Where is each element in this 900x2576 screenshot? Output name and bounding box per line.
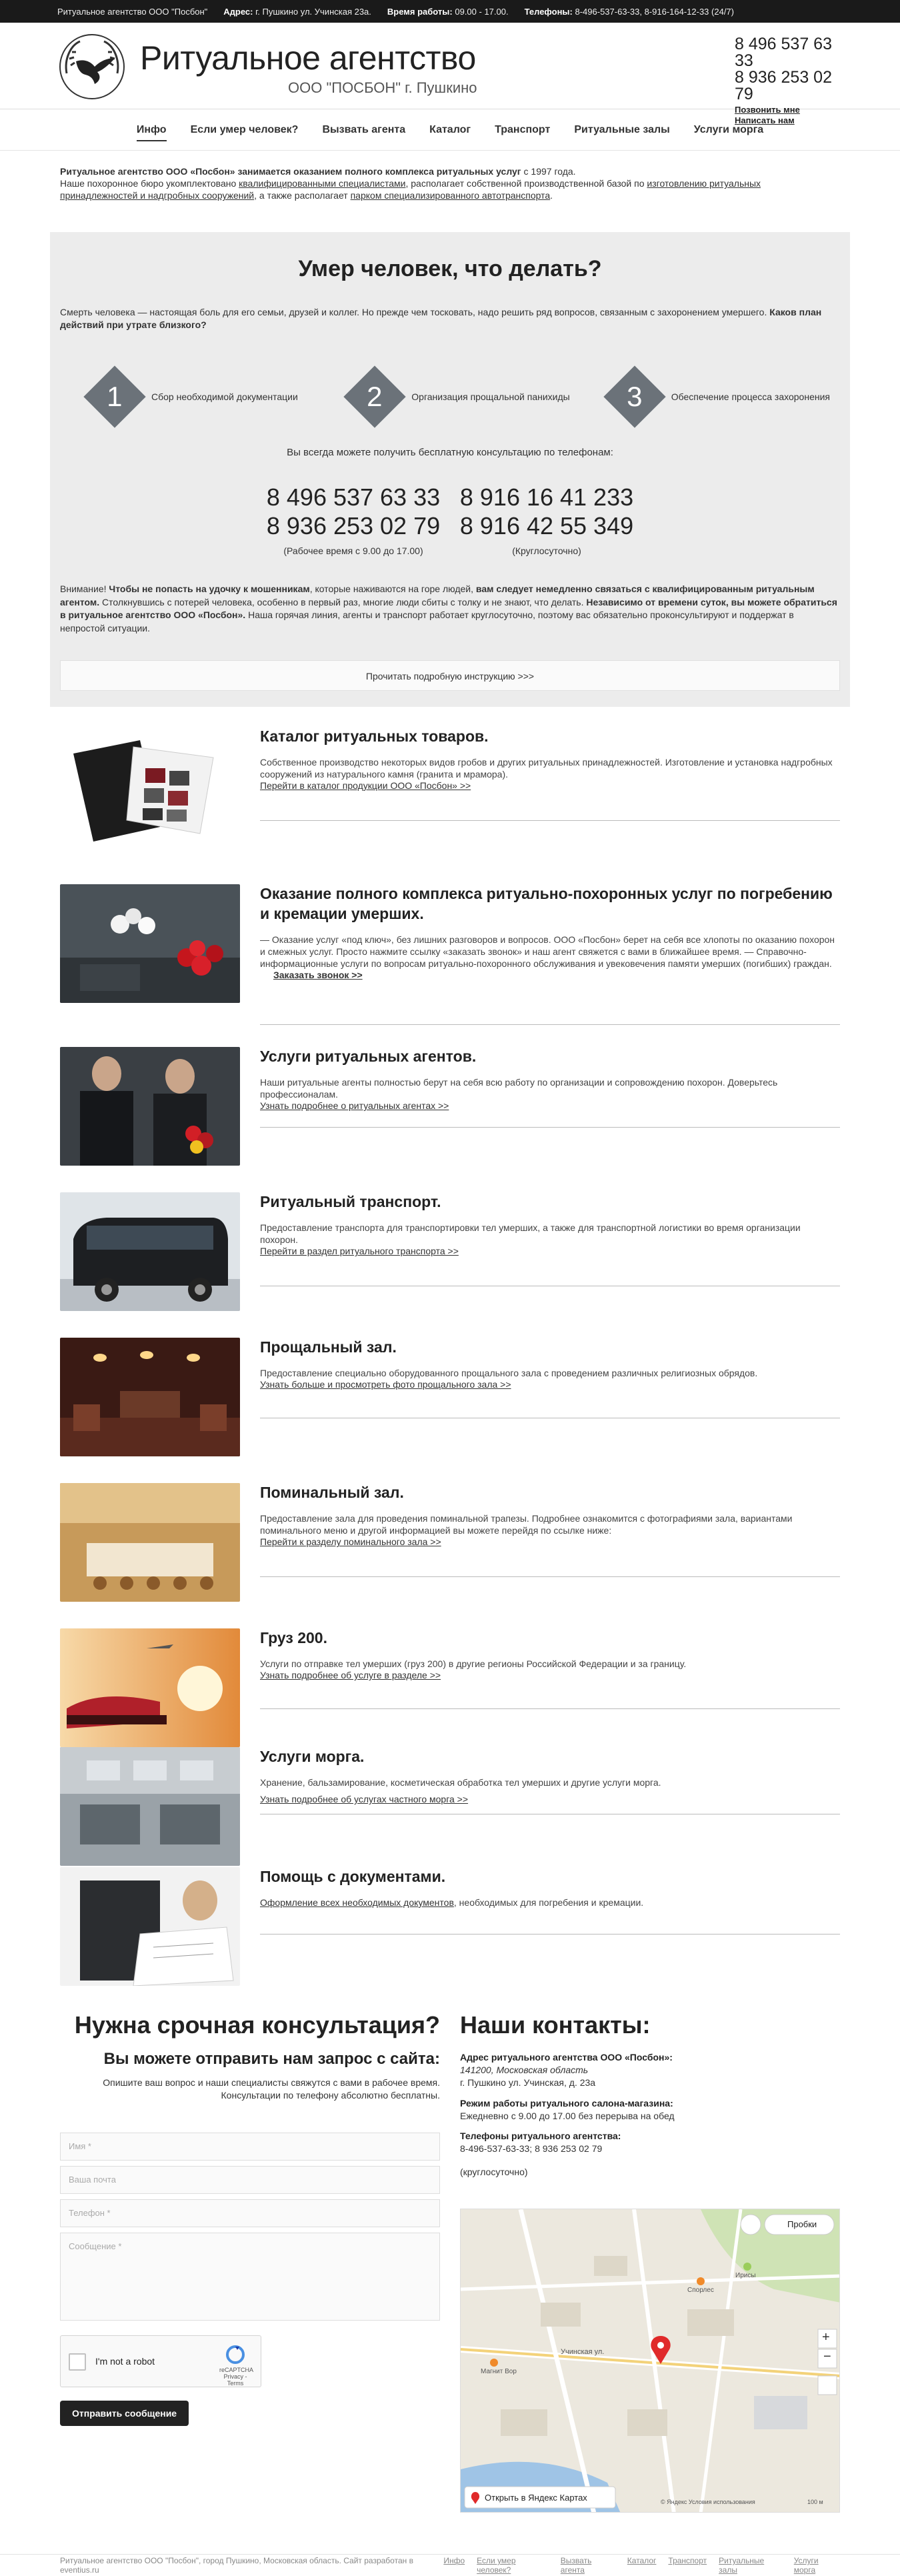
catalog-image[interactable] (60, 727, 240, 846)
item-catalog (60, 727, 840, 847)
item-text: Предоставление транспорта для транспортировки тел умерших, а также для транспортной логистики во время организации похорон. (260, 1222, 801, 1246)
site-title: Ритуальное агентство (140, 39, 476, 77)
item-link[interactable]: Узнать подробнее о ритуальных агентах >> (260, 1100, 449, 1112)
recaptcha (60, 2335, 261, 2387)
diamond-1-icon: 1 (83, 365, 145, 427)
form-title: Нужна срочная консультация? (74, 2011, 440, 2039)
poi-icon[interactable] (743, 2263, 751, 2271)
footer-text: Ритуальное агентство ООО "Посбон", город Пушкино, Московская область. Сайт разработан в eventius.ru (60, 2556, 413, 2575)
header-phone-1[interactable]: 8 496 537 63 33 (735, 35, 832, 70)
flowers-image[interactable] (60, 884, 240, 1003)
contact-hours: Режим работы ритуального салона-магазина: Ежедневно с 9.00 до 17.00 без перерыва на обед (460, 2097, 675, 2121)
message-textarea[interactable]: Сообщение * (60, 2233, 440, 2321)
nav-info[interactable]: Инфо (125, 109, 179, 151)
contact-form (60, 2011, 440, 2426)
nav-if-died[interactable]: Если умер человек? (190, 123, 299, 135)
item-title: Каталог ритуальных товаров. (260, 728, 489, 745)
order-call-link[interactable]: Заказать звонок >> (273, 970, 363, 981)
item-link[interactable]: Узнать подробнее об услуге в разделе >> (260, 1670, 441, 1681)
cargo-image[interactable] (60, 1628, 240, 1747)
recaptcha-logo: reCAPTCHA Privacy - Terms (219, 2344, 251, 2387)
nav-morgue[interactable]: Услуги морга (693, 123, 764, 135)
phone-input[interactable]: Телефон * (60, 2199, 440, 2227)
item-link[interactable]: Узнать больше и просмотреть фото прощального зала >> (260, 1379, 511, 1390)
topbar-address: Адрес: г. Пушкино ул. Учинская 23а. (223, 6, 371, 17)
footer-link[interactable]: Транспорт (668, 2556, 707, 2565)
recaptcha-checkbox[interactable] (69, 2353, 86, 2371)
item-link[interactable]: Перейти в каталог продукции ООО «Посбон» >> (260, 780, 471, 792)
item-link[interactable]: Перейти к разделу поминального зала >> (260, 1536, 441, 1548)
brand (140, 40, 477, 97)
poi-label: Ирисы (735, 2272, 756, 2279)
diamond-3-icon: 3 (603, 365, 665, 427)
item-link[interactable]: Узнать подробнее об услугах частного морга >> (260, 1794, 469, 1805)
item-full-service (60, 884, 840, 1004)
header-phone-2[interactable]: 8 936 253 02 79 (735, 68, 832, 103)
footer-link[interactable]: Инфо (443, 2556, 465, 2565)
divider (260, 1127, 840, 1128)
divider (260, 1576, 840, 1577)
item-agents (60, 1047, 840, 1167)
zoom-out-label: − (823, 2349, 831, 2364)
phones-24h: 8 916 16 41 233 8 916 42 55 349 (Круглосуточно) (457, 483, 637, 556)
footer-links (443, 2556, 840, 2575)
item-text: Предоставление специально оборудованного прощального зала с проведением различных религиозных обрядов. (260, 1367, 758, 1378)
nav-call-agent[interactable]: Вызвать агента (322, 123, 406, 135)
contacts (460, 2011, 840, 2505)
help-title: Умер человек, что делать? (298, 256, 602, 281)
send-message-button[interactable]: Отправить сообщение (60, 2401, 189, 2426)
geolocate-button[interactable] (818, 2376, 837, 2395)
nav-ritual-halls[interactable]: Ритуальные залы (574, 123, 670, 135)
form-description: Опишите ваш вопрос и наши специалисты свяжутся с вами в рабочее время. Консультации по телефону абсолютно бесплатны. (103, 2077, 440, 2101)
yandex-map[interactable] (460, 2209, 840, 2513)
step-1: 1 Сбор необходимой документации (83, 365, 332, 428)
email-input[interactable]: Ваша почта (60, 2166, 440, 2194)
nav-catalog[interactable]: Каталог (429, 123, 471, 135)
instruction-button[interactable]: Прочитать подробную инструкцию >>> (60, 660, 840, 691)
footer (0, 2554, 900, 2576)
recaptcha-icon (225, 2344, 246, 2365)
street-label: Учинская ул. (561, 2348, 605, 2356)
intro-text: Ритуальное агентство ООО «Посбон» занимается оказанием полного комплекса ритуальных услуг с 1997 года. Наше похоронное бюро укомплектовано квалифицированными специалистами, располагает собственной производственной базой по изготовлению ритуальных принадлежностей и надгробных сооружений, а также располагает парком специализированного автотранспорта. (60, 166, 761, 201)
steps (83, 365, 830, 428)
item-text: Собственное производство некоторых видов гробов и других ритуальных принадлежностей. Изготовление и установка надгробных сооружений из натурального камня (гранита и мрамора). (260, 756, 833, 780)
divider (260, 820, 840, 821)
item-text: Предоставление зала для проведения поминальной трапезы. Подробнее ознакомится с фотографиями зала, вариантами поминального меню и другой информацией вы можете перейдя по ссылке ниже: (260, 1512, 793, 1536)
footer-link[interactable]: Вызвать агента (560, 2556, 592, 2575)
van-image[interactable] (60, 1192, 240, 1311)
contact-note: (круглосуточно) (460, 2167, 528, 2178)
phone-work-1[interactable]: 8 496 537 63 33 (266, 483, 441, 511)
topbar-hours: Время работы: 09.00 - 17.00. (387, 6, 509, 17)
poi-icon[interactable] (697, 2277, 705, 2285)
documents-image[interactable] (60, 1867, 240, 1986)
footer-link[interactable]: Услуги морга (793, 2556, 819, 2575)
item-title: Услуги морга. (260, 1748, 365, 1765)
poi-label: Спорлес (687, 2287, 714, 2294)
item-title: Поминальный зал. (260, 1484, 404, 1501)
item-link[interactable]: Перейти в раздел ритуального транспорта >> (260, 1246, 459, 1257)
map-canvas[interactable] (461, 2209, 840, 2513)
open-yandex-label: Открыть в Яндекс Картах (485, 2493, 587, 2503)
footer-link[interactable]: Ритуальные залы (719, 2556, 765, 2575)
farewell-hall-image[interactable] (60, 1338, 240, 1456)
topbar-company: Ритуальное агентство ООО "Посбон" (57, 6, 208, 17)
name-input[interactable]: Имя * (60, 2133, 440, 2161)
contact-address: Адрес ритуального агентства ООО «Посбон»: 141200, Московская область г. Пушкино ул. Учинская, д. 23а (460, 2052, 673, 2088)
poi-label: Магнит Вор (481, 2368, 517, 2375)
production-link[interactable]: изготовлению ритуальных принадлежностей и надгробных сооружений (60, 178, 761, 201)
phones-work: 8 496 537 63 33 8 936 253 02 79 (Рабочее время с 9.00 до 17.00) (263, 483, 443, 556)
topbar-phones: Телефоны: 8-496-537-63-33, 8-916-164-12-33 (24/7) (524, 6, 734, 17)
item-title: Услуги ритуальных агентов. (260, 1048, 477, 1065)
specialists-link[interactable]: квалифицированными специалистами (239, 178, 406, 189)
map-attribution: © Яндекс Условия использования (661, 2499, 755, 2505)
item-text: — Оказание услуг «под ключ», без лишних разговоров и вопросов. ООО «Посбон» берет на себя все хлопоты по оказанию похорон и смежных услуг. Просто нажмите ссылку «заказать звонок» и наш агент свяжется с вами в ближайшее время. — Справочно-информационные услуги по вопросам ритуально-похоронного обслуживания и увековечения памяти умерших (погибших) граждан. (260, 934, 835, 970)
item-cargo-200 (60, 1628, 840, 1748)
form-subtitle: Вы можете отправить нам запрос с сайта: (103, 2050, 440, 2068)
what-to-do-block (50, 232, 850, 707)
item-title: Оказание полного комплекса ритуально-похоронных услуг по погребению и кремации умерших. (260, 885, 833, 922)
site-subtitle: ООО "ПОСБОН" г. Пушкино (288, 79, 477, 96)
item-title: Помощь с документами. (260, 1868, 446, 1885)
consult-phones (263, 483, 637, 556)
help-lead: Смерть человека — настоящая боль для его семьи, друзей и коллег. Но прежде чем тосковать, надо решить ряд вопросов, связанным с захоронением умершего. Каков план действий при утрате близкого? (60, 307, 822, 330)
phone-work-2[interactable]: 8 936 253 02 79 (266, 512, 441, 540)
divider (260, 1934, 840, 1935)
map-scale: 100 м (807, 2499, 823, 2505)
phone-24h-2[interactable]: 8 916 42 55 349 (459, 512, 634, 540)
item-title: Ритуальный транспорт. (260, 1193, 441, 1210)
item-morgue (60, 1747, 840, 1867)
footer-link[interactable]: Каталог (627, 2556, 657, 2565)
agents-image[interactable] (60, 1047, 240, 1166)
morgue-image[interactable] (60, 1747, 240, 1866)
footer-link[interactable]: Если умер человек? (477, 2556, 516, 2575)
dove-logo-icon[interactable] (57, 32, 127, 101)
item-text: Оформление всех необходимых документов, необходимых для погребения и кремации. (260, 1896, 644, 1908)
item-text: Хранение, бальзамирование, косметическая обработка тел умерших и другие услуги морга. (260, 1776, 661, 1788)
diamond-2-icon: 2 (344, 365, 406, 427)
item-text: Наши ритуальные агенты полностью берут на себя всю работу по организации и сопровождению похорон. Доверьтесь профессионалам. (260, 1076, 778, 1100)
zoom-in-label: + (822, 2330, 830, 2345)
contacts-title: Наши контакты: (460, 2011, 651, 2039)
divider (260, 1708, 840, 1709)
item-transport (60, 1192, 840, 1312)
divider (260, 1024, 840, 1025)
top-bar (0, 0, 900, 23)
nav-transport[interactable]: Транспорт (495, 123, 551, 135)
fraud-warning: Внимание! Чтобы не попасть на удочку к мошенникам, которые наживаются на горе людей, вам следует немедленно связаться с квалифицированным ритуальным агентом. Столкнувшись с потерей человека, особенно в первый раз, многие люди сбиты с толку и не знают, что делать. Независимо от времени суток, вы можете обратиться в ритуальное агентство ООО «Посбон». Наша горячая линия, агенты и транспорт работает круглосуточно, поэтому вас обязательно проконсультируют и поддержат в непростой ситуации. (60, 583, 837, 633)
poi-icon[interactable] (490, 2359, 498, 2367)
item-documents (60, 1867, 840, 1987)
step-2: 2 Организация прощальной панихиды (332, 365, 581, 428)
site-header (0, 23, 900, 125)
item-title: Прощальный зал. (260, 1338, 397, 1356)
traffic-label: Пробки (787, 2219, 817, 2229)
memorial-hall-image[interactable] (60, 1483, 240, 1602)
main-nav (0, 109, 900, 151)
write-us-link[interactable]: Написать нам (735, 115, 795, 125)
contact-phones: Телефоны ритуального агентства: 8-496-537-63-33; 8 936 253 02 79 (460, 2131, 621, 2155)
consult-text: Вы всегда можете получить бесплатную консультацию по телефонам: (287, 447, 613, 458)
ruler-button[interactable] (741, 2215, 761, 2235)
call-me-link[interactable]: Позвонить мне (735, 105, 800, 115)
phone-24h-1[interactable]: 8 916 16 41 233 (459, 483, 634, 511)
item-title: Груз 200. (260, 1629, 327, 1646)
item-link[interactable]: Оформление всех необходимых документов (260, 1896, 454, 1908)
step-3: 3 Обеспечение процесса захоронения (581, 365, 830, 428)
item-text: Услуги по отправке тел умерших (груз 200) в другие регионы Российской Федерации и за границу. (260, 1658, 687, 1669)
item-farewell-hall (60, 1338, 840, 1458)
transport-fleet-link[interactable]: парком специализированного автотранспорта (350, 190, 551, 201)
recaptcha-label: I'm not a robot (95, 2355, 155, 2367)
item-memorial-hall (60, 1483, 840, 1603)
